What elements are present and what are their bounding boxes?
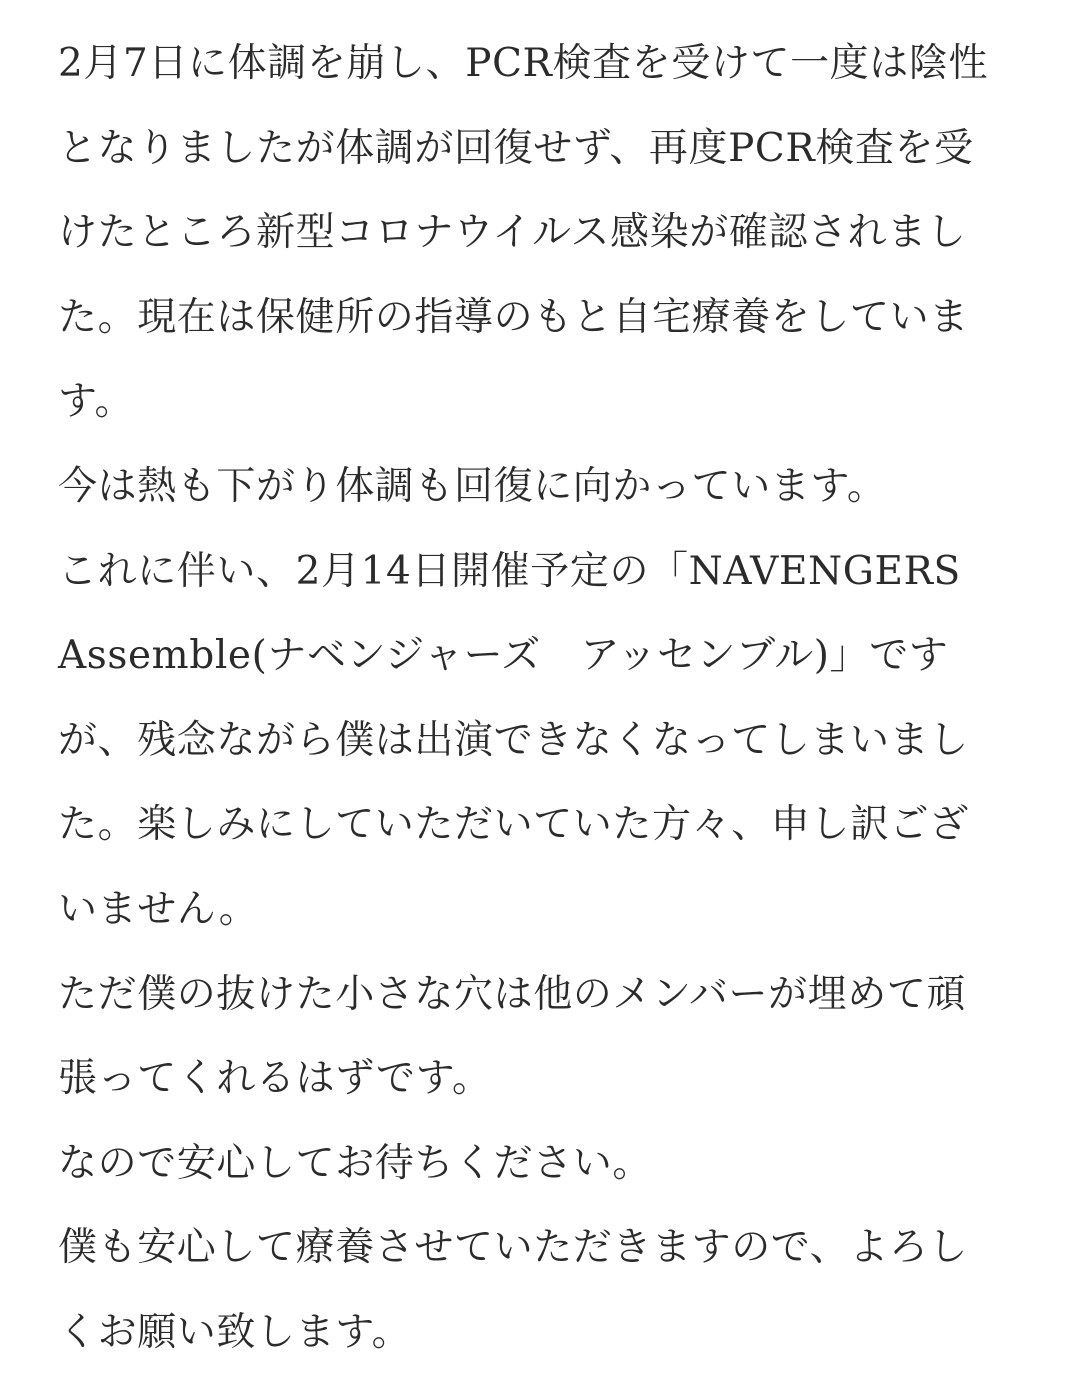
text-line: なので安心してお待ちください。	[58, 1140, 653, 1186]
text-line: 張ってくれるはずです。	[58, 1056, 492, 1102]
text-line: 今は熱も下がり体調も回復に向かっています。	[58, 463, 887, 509]
text-line: す。	[58, 379, 135, 425]
text-line: これに伴い、2月14日開催予定の「NAVENGERS	[58, 548, 961, 594]
text-line: ただ僕の抜けた小さな穴は他のメンバーが埋めて頑	[58, 971, 967, 1017]
text-line: が、残念ながら僕は出演できなくなってしまいまし	[58, 717, 969, 763]
text-line: 2月7日に体調を崩し、PCR検査を受けて一度は陰性	[58, 41, 989, 86]
text-line: 僕も安心して療養させていただきますので、よろし	[58, 1225, 969, 1271]
text-line: となりましたが体調が回復せず、再度PCR検査を受	[58, 125, 974, 171]
text-line: た。現在は保健所の指導のもと自宅療養をしていま	[58, 294, 969, 340]
document-body	[58, 22, 1038, 1376]
text-line: いません。	[58, 886, 259, 932]
text-line: けたところ新型コロナウイルス感染が確認されまし	[58, 210, 967, 256]
text-line: た。楽しみにしていただいていた方々、申し訳ござ	[58, 802, 969, 848]
text-line: くお願い致します。	[58, 1309, 412, 1355]
text-line: Assemble(ナベンジャーズ アッセンブル)」です	[58, 633, 949, 679]
